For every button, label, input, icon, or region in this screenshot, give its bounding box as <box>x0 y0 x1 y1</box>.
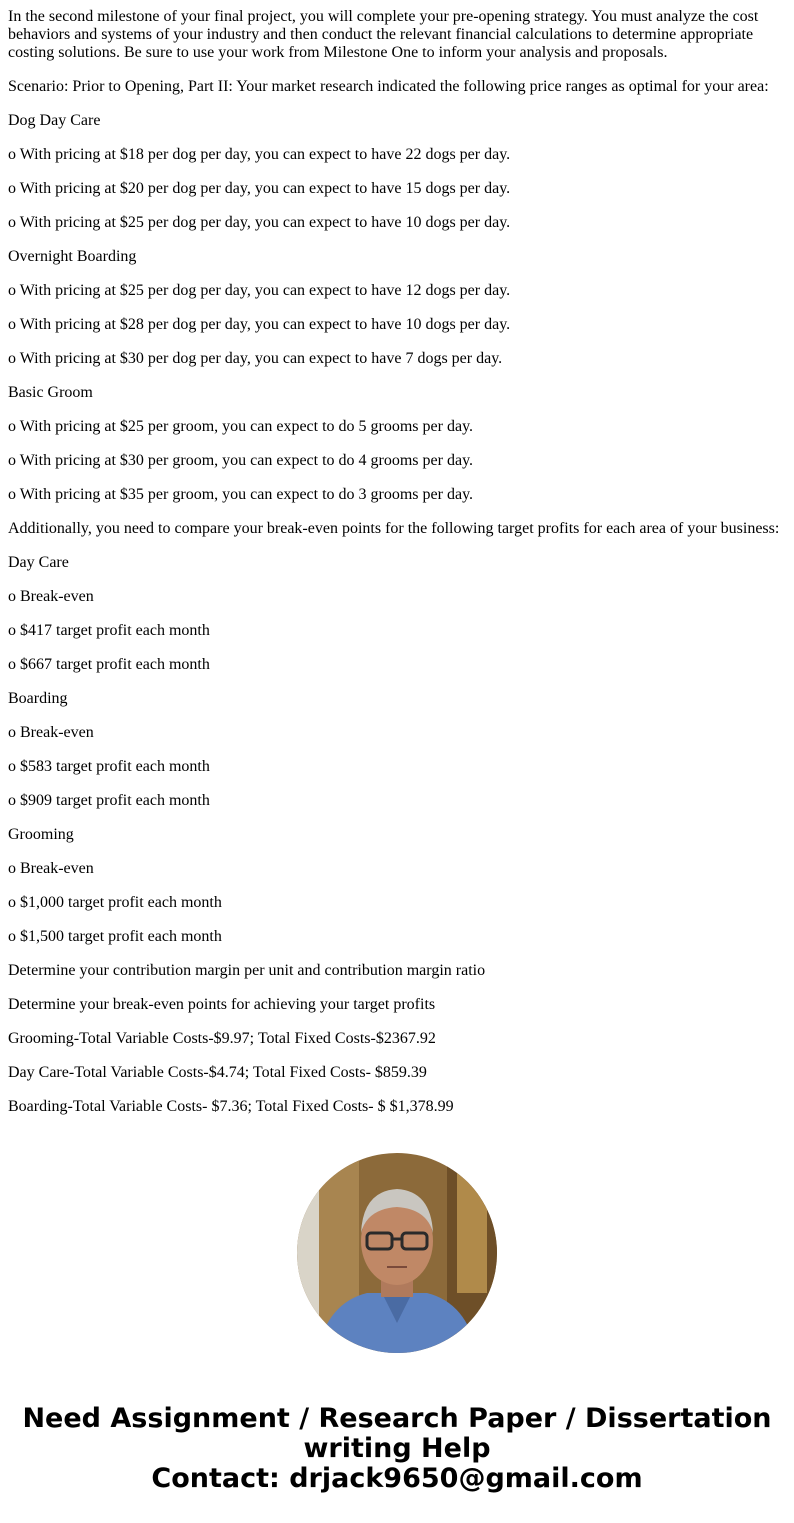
avatar-portrait <box>297 1153 497 1353</box>
avatar <box>297 1153 497 1353</box>
cost-line-grooming: Grooming-Total Variable Costs-$9.97; Total Fixed Costs-$2367.92 <box>8 1030 436 1047</box>
task-line: Determine your break-even points for achieving your target profits <box>8 996 436 1013</box>
scenario-line: Scenario: Prior to Opening, Part II: Your market research indicated the following price ranges as optimal for your area: <box>8 78 769 95</box>
contact-email: Contact: drjack9650@gmail.com <box>151 1463 643 1494</box>
list-item: o Break-even <box>8 588 94 605</box>
list-item: o Break-even <box>8 860 94 877</box>
list-item: o $1,500 target profit each month <box>8 928 222 945</box>
section-heading-grooming: Grooming <box>8 826 74 843</box>
list-item: o With pricing at $30 per groom, you can expect to do 4 grooms per day. <box>8 452 474 469</box>
cost-line-day-care: Day Care-Total Variable Costs-$4.74; Total Fixed Costs- $859.39 <box>8 1064 427 1081</box>
list-item: o With pricing at $28 per dog per day, you can expect to have 10 dogs per day. <box>8 316 511 333</box>
list-item: o With pricing at $25 per dog per day, you can expect to have 12 dogs per day. <box>8 282 511 299</box>
cost-line-boarding: Boarding-Total Variable Costs- $7.36; Total Fixed Costs- $ $1,378.99 <box>8 1098 454 1115</box>
intro-paragraph: In the second milestone of your final project, you will complete your pre-opening strategy. You must analyze the cost behaviors and systems of your industry and then conduct the relevant financial calculations to determine appropriate costing solutions. Be sure to use your work from Milestone One to inform your analysis and proposals. <box>8 8 759 61</box>
section-heading-boarding: Boarding <box>8 690 68 707</box>
list-item: o $667 target profit each month <box>8 656 210 673</box>
list-item: o Break-even <box>8 724 94 741</box>
list-item: o $909 target profit each month <box>8 792 210 809</box>
list-item: o With pricing at $30 per dog per day, you can expect to have 7 dogs per day. <box>8 350 503 367</box>
list-item: o $583 target profit each month <box>8 758 210 775</box>
list-item: o With pricing at $25 per groom, you can expect to do 5 grooms per day. <box>8 418 474 435</box>
promo-line: writing Help <box>303 1433 491 1464</box>
list-item: o $1,000 target profit each month <box>8 894 222 911</box>
promo-banner <box>0 1404 794 1494</box>
list-item: o With pricing at $20 per dog per day, you can expect to have 15 dogs per day. <box>8 180 511 197</box>
section-heading-basic-groom: Basic Groom <box>8 384 93 401</box>
list-item: o With pricing at $18 per dog per day, you can expect to have 22 dogs per day. <box>8 146 511 163</box>
task-line: Determine your contribution margin per unit and contribution margin ratio <box>8 962 486 979</box>
list-item: o With pricing at $35 per groom, you can expect to do 3 grooms per day. <box>8 486 474 503</box>
section-heading-overnight-boarding: Overnight Boarding <box>8 248 137 265</box>
list-item: o With pricing at $25 per dog per day, you can expect to have 10 dogs per day. <box>8 214 511 231</box>
promo-line: Need Assignment / Research Paper / Dissertation <box>22 1403 772 1434</box>
section-heading-day-care: Day Care <box>8 554 69 571</box>
additional-instructions: Additionally, you need to compare your break-even points for the following target profits for each area of your business: <box>8 520 780 537</box>
list-item: o $417 target profit each month <box>8 622 210 639</box>
section-heading-dog-day-care: Dog Day Care <box>8 112 101 129</box>
